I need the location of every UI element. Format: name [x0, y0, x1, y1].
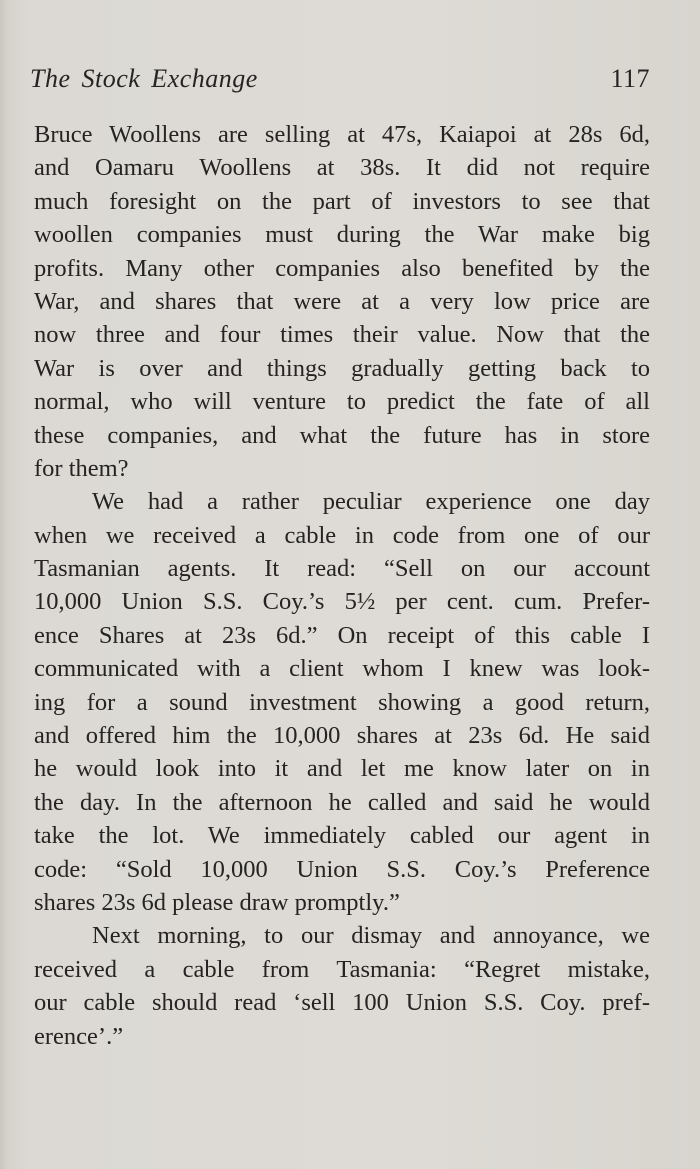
text-line: ing for a sound investment showing a good return, — [34, 688, 650, 716]
paragraph — [34, 919, 650, 1053]
text-line: Bruce Woollens are selling at 47s, Kaiapoi at 28s 6d, — [34, 121, 650, 148]
text-line: when we received a cable in code from one of our — [34, 521, 650, 549]
text-line: shares 23s 6d please draw promptly.” — [34, 888, 400, 916]
text-line: woollen companies must during the War make big — [34, 221, 650, 249]
text-line: We had a rather peculiar experience one day — [92, 488, 650, 516]
text-line: War, and shares that were at a very low price are — [34, 287, 650, 315]
text-line: 10,000 Union S.S. Coy.’s 5½ per cent. cum. Prefer- — [34, 588, 650, 616]
text-line: now three and four times their value. Now that the — [34, 321, 650, 349]
text-line: for them? — [34, 454, 129, 482]
text-line: and Oamaru Woollens at 38s. It did not require — [34, 154, 650, 182]
body-text — [34, 118, 650, 1053]
text-line: he would look into it and let me know later on in — [34, 755, 650, 783]
page-number: 117 — [610, 64, 650, 93]
paragraph — [34, 118, 650, 485]
text-line: and offered him the 10,000 shares at 23s 6d. He said — [34, 722, 650, 750]
text-line: War is over and things gradually getting back to — [34, 354, 650, 382]
text-line: received a cable from Tasmania: “Regret mistake, — [34, 955, 650, 983]
text-line: communicated with a client whom I knew was look- — [34, 655, 650, 683]
text-line: these companies, and what the future has in store — [34, 421, 650, 449]
text-line: Tasmanian agents. It read: “Sell on our account — [34, 555, 650, 583]
running-head-title: The Stock Exchange — [30, 64, 258, 93]
running-head — [30, 64, 650, 104]
text-line: code: “Sold 10,000 Union S.S. Coy.’s Preference — [34, 855, 650, 883]
text-line: our cable should read ‘sell 100 Union S.S. Coy. pref- — [34, 989, 650, 1017]
text-line: take the lot. We immediately cabled our agent in — [34, 822, 650, 850]
text-line: ence Shares at 23s 6d.” On receipt of this cable I — [34, 621, 650, 649]
text-line: Next morning, to our dismay and annoyance, we — [92, 922, 650, 950]
paragraph — [34, 485, 650, 919]
text-line: profits. Many other companies also benefited by the — [34, 254, 650, 282]
text-line: the day. In the afternoon he called and said he would — [34, 788, 650, 816]
text-line: much foresight on the part of investors to see that — [34, 187, 650, 215]
text-line: erence’.” — [34, 1022, 124, 1050]
text-line: normal, who will venture to predict the fate of all — [34, 388, 650, 416]
